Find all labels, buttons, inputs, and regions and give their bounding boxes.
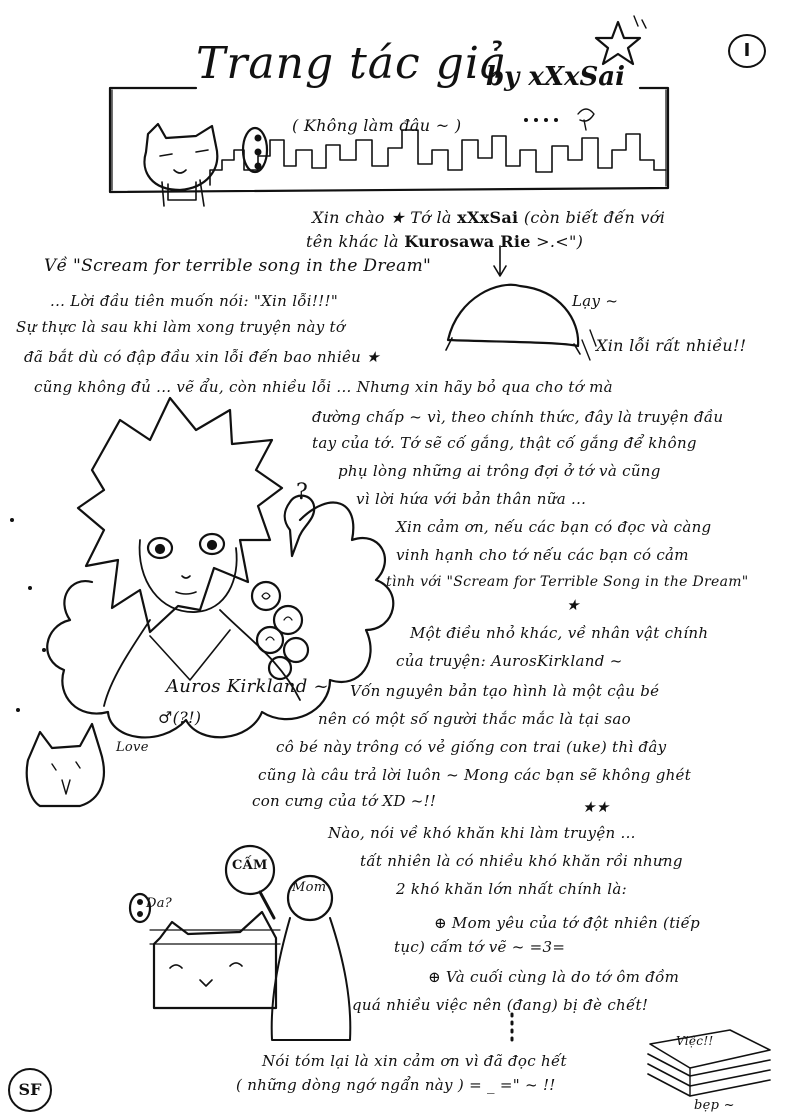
page-title: Trang tác giả — [196, 38, 508, 89]
da-label: Da? — [146, 896, 173, 911]
intro-self: Tớ là — [410, 208, 452, 227]
body-line: quá nhiều việc nên (đang) bị đè chết! — [352, 996, 649, 1014]
author-name: xXxSai — [457, 208, 519, 227]
author-alt-name: Kurosawa Rie — [404, 232, 531, 251]
intro-greeting: Xin chào — [312, 208, 385, 227]
page-number: I — [728, 34, 766, 68]
body-line: Nào, nói về khó khăn khi làm truyện ... — [328, 824, 636, 842]
body-line: cũng không đủ ... vẽ ẩu, còn nhiều lỗi ... Nhưng xin hãy bỏ qua cho tớ mà — [34, 378, 613, 396]
body-line: phụ lòng những ai trông đợi ở tớ và cũng — [338, 462, 661, 480]
character-gender-mark: ♂(?!) — [158, 708, 202, 727]
skyline-drawing — [210, 130, 666, 185]
body-line: ... Lời đầu tiên muốn nói: "Xin lỗi!!!" — [50, 292, 339, 310]
body-line: nên có một số người thắc mắc là tại sao — [318, 710, 631, 728]
studio-logo — [8, 1068, 52, 1112]
body-line: tình với "Scream for Terrible Song in the Dream" — [386, 574, 749, 590]
bow-label: Lạy ~ — [572, 292, 619, 310]
bowing-blob-drawing — [448, 285, 578, 346]
body-line: ( những dòng ngớ ngẩn này ) = _ =" ~ !! — [236, 1076, 556, 1094]
studio-logo-text: SF — [18, 1080, 42, 1099]
author-byline: by xXxSai — [486, 62, 626, 92]
body-line: Về "Scream for terrible song in the Dream" — [44, 256, 432, 276]
intro-line-2 — [306, 232, 583, 251]
viec-label: Việc!! — [676, 1034, 714, 1048]
body-line: đã bắt dù có đập đầu xin lỗi đến bao nhiêu ★ — [24, 348, 380, 366]
star-drawing — [596, 22, 640, 64]
body-line: 2 khó khăn lớn nhất chính là: — [396, 880, 627, 898]
header-subtitle: ( Không làm đâu ~ ) — [292, 116, 462, 135]
body-line: ⊕ Và cuối cùng là do tớ ôm đồm — [428, 968, 680, 986]
body-line: Vốn nguyên bản tạo hình là một cậu bé — [350, 682, 660, 700]
header-frame — [110, 88, 668, 192]
body-line: ⊕ Mom yêu của tớ đột nhiên (tiếp — [434, 914, 701, 932]
body-line: Xin cảm ơn, nếu các bạn có đọc và càng — [396, 518, 712, 536]
character-question-mark: ? — [296, 480, 309, 505]
header-cat-drawing — [144, 124, 217, 190]
intro-aka: (còn biết đến với — [523, 208, 666, 227]
intro-line-1 — [312, 208, 665, 227]
character-name: Auros Kirkland ~ — [166, 676, 329, 697]
body-line: tay của tớ. Tớ sẽ cố gắng, thật cố gắng để không — [312, 434, 697, 452]
mom-label: Mom — [292, 880, 327, 895]
body-line: đường chấp ~ vì, theo chính thức, đây là truyện đầu — [312, 408, 724, 426]
body-line: cũng là câu trả lời luôn ~ Mong các bạn sẽ không ghét — [258, 766, 692, 784]
intro-other-name-label: tên khác là — [306, 232, 399, 251]
body-line: tục) cấm tớ vẽ ~ =3= — [394, 938, 566, 956]
body-line: ★★ — [582, 798, 610, 816]
body-line: vì lời hứa với bản thân nữa ... — [356, 490, 587, 508]
body-line: con cưng của tớ XD ~!! — [252, 792, 437, 810]
body-line: cô bé này trông có vẻ giống con trai (uke) thì đây — [276, 738, 667, 756]
sorry-text: Xin lỗi rất nhiều!! — [596, 336, 747, 355]
body-line: của truyện: AurosKirkland ~ — [396, 652, 623, 670]
love-label: Love — [116, 740, 149, 755]
body-line: vinh hạnh cho tớ nếu các bạn có cảm — [396, 546, 689, 564]
body-line: Một điều nhỏ khác, về nhân vật chính — [410, 624, 709, 642]
bottom-cat-drawing — [154, 912, 276, 1008]
body-line: ★ — [566, 596, 580, 614]
body-line: Nói tóm lại là xin cảm ơn vì đã đọc hết — [262, 1052, 567, 1070]
star-icon: ★ — [390, 208, 405, 227]
body-line: tất nhiên là có nhiều khó khăn rồi nhưng — [360, 852, 683, 870]
cam-label: CẤM — [232, 858, 268, 873]
body-line: Sự thực là sau khi làm xong truyện này tớ — [16, 318, 346, 336]
intro-emoticon: >.<") — [536, 232, 584, 251]
bep-label: bẹp ~ — [694, 1098, 735, 1113]
